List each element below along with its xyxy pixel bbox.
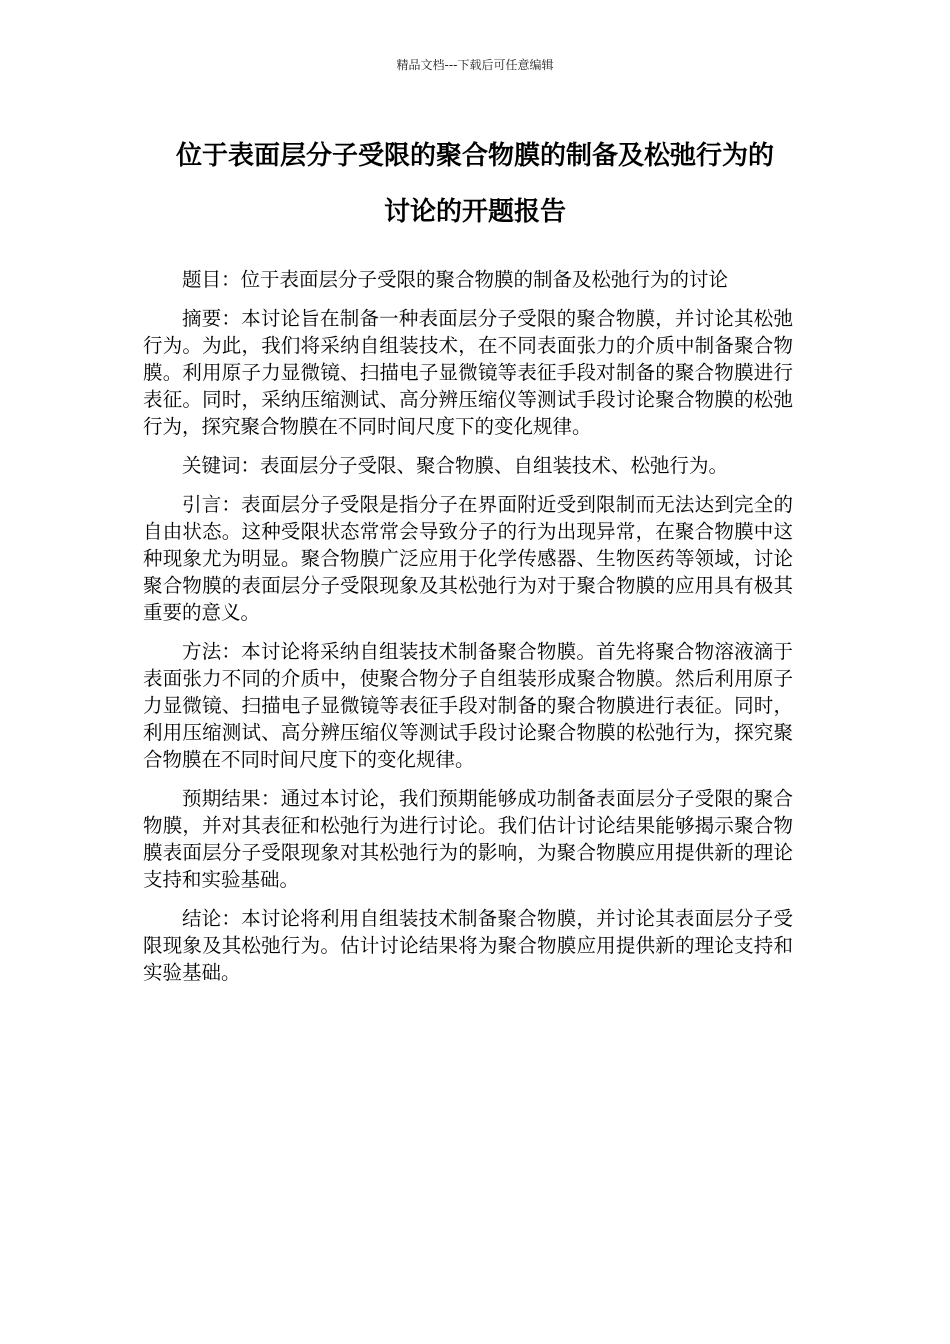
paragraph-abstract: 摘要：本讨论旨在制备一种表面层分子受限的聚合物膜，并讨论其松弛行为。为此，我们将采纳自组装技术，在不同表面张力的介质中制备聚合物膜。利用原子力显微镜、扫描电子显微镜等表征手段对制备的聚合物膜进行表征。同时，采纳压缩测试、高分辨压缩仪等测试手段讨论聚合物膜的松弛行为，探究聚合物膜在不同时间尺度下的变化规律。 (143, 307, 793, 438)
document-title-line-2: 讨论的开题报告 (383, 197, 566, 227)
paragraph-topic: 题目：位于表面层分子受限的聚合物膜的制备及松弛行为的讨论 (182, 268, 729, 291)
page-header: 精品文档---下载后可任意编辑 (396, 58, 554, 72)
paragraph-keywords: 关键词：表面层分子受限、聚合物膜、自组装技术、松弛行为。 (182, 454, 729, 477)
document-title (100, 128, 850, 240)
paragraph-method: 方法：本讨论将采纳自组装技术制备聚合物膜。首先将聚合物溶液滴于表面张力不同的介质中，使聚合物分子自组装形成聚合物膜。然后利用原子力显微镜、扫描电子显微镜等表征手段对制备的聚合物膜进行表征。同时，利用压缩测试、高分辨压缩仪等测试手段讨论聚合物膜的松弛行为，探究聚合物膜在不同时间尺度下的变化规律。 (143, 640, 793, 771)
paragraph-introduction: 引言：表面层分子受限是指分子在界面附近受到限制而无法达到完全的自由状态。这种受限状态常常会导致分子的行为出现异常，在聚合物膜中这种现象尤为明显。聚合物膜广泛应用于化学传感器、生物医药等领域，讨论聚合物膜的表面层分子受限现象及其松弛行为对于聚合物膜的应用具有极其重要的意义。 (143, 493, 793, 624)
paragraph-expected-results: 预期结果：通过本讨论，我们预期能够成功制备表面层分子受限的聚合物膜，并对其表征和松弛行为进行讨论。我们估计讨论结果能够揭示聚合物膜表面层分子受限现象对其松弛行为的影响，为聚合物膜应用提供新的理论支持和实验基础。 (143, 787, 793, 891)
document-title-line-1: 位于表面层分子受限的聚合物膜的制备及松弛行为的 (175, 141, 774, 171)
paragraph-conclusion: 结论：本讨论将利用自组装技术制备聚合物膜，并讨论其表面层分子受限现象及其松弛行为。估计讨论结果将为聚合物膜应用提供新的理论支持和实验基础。 (143, 907, 793, 984)
document-body (143, 266, 793, 998)
